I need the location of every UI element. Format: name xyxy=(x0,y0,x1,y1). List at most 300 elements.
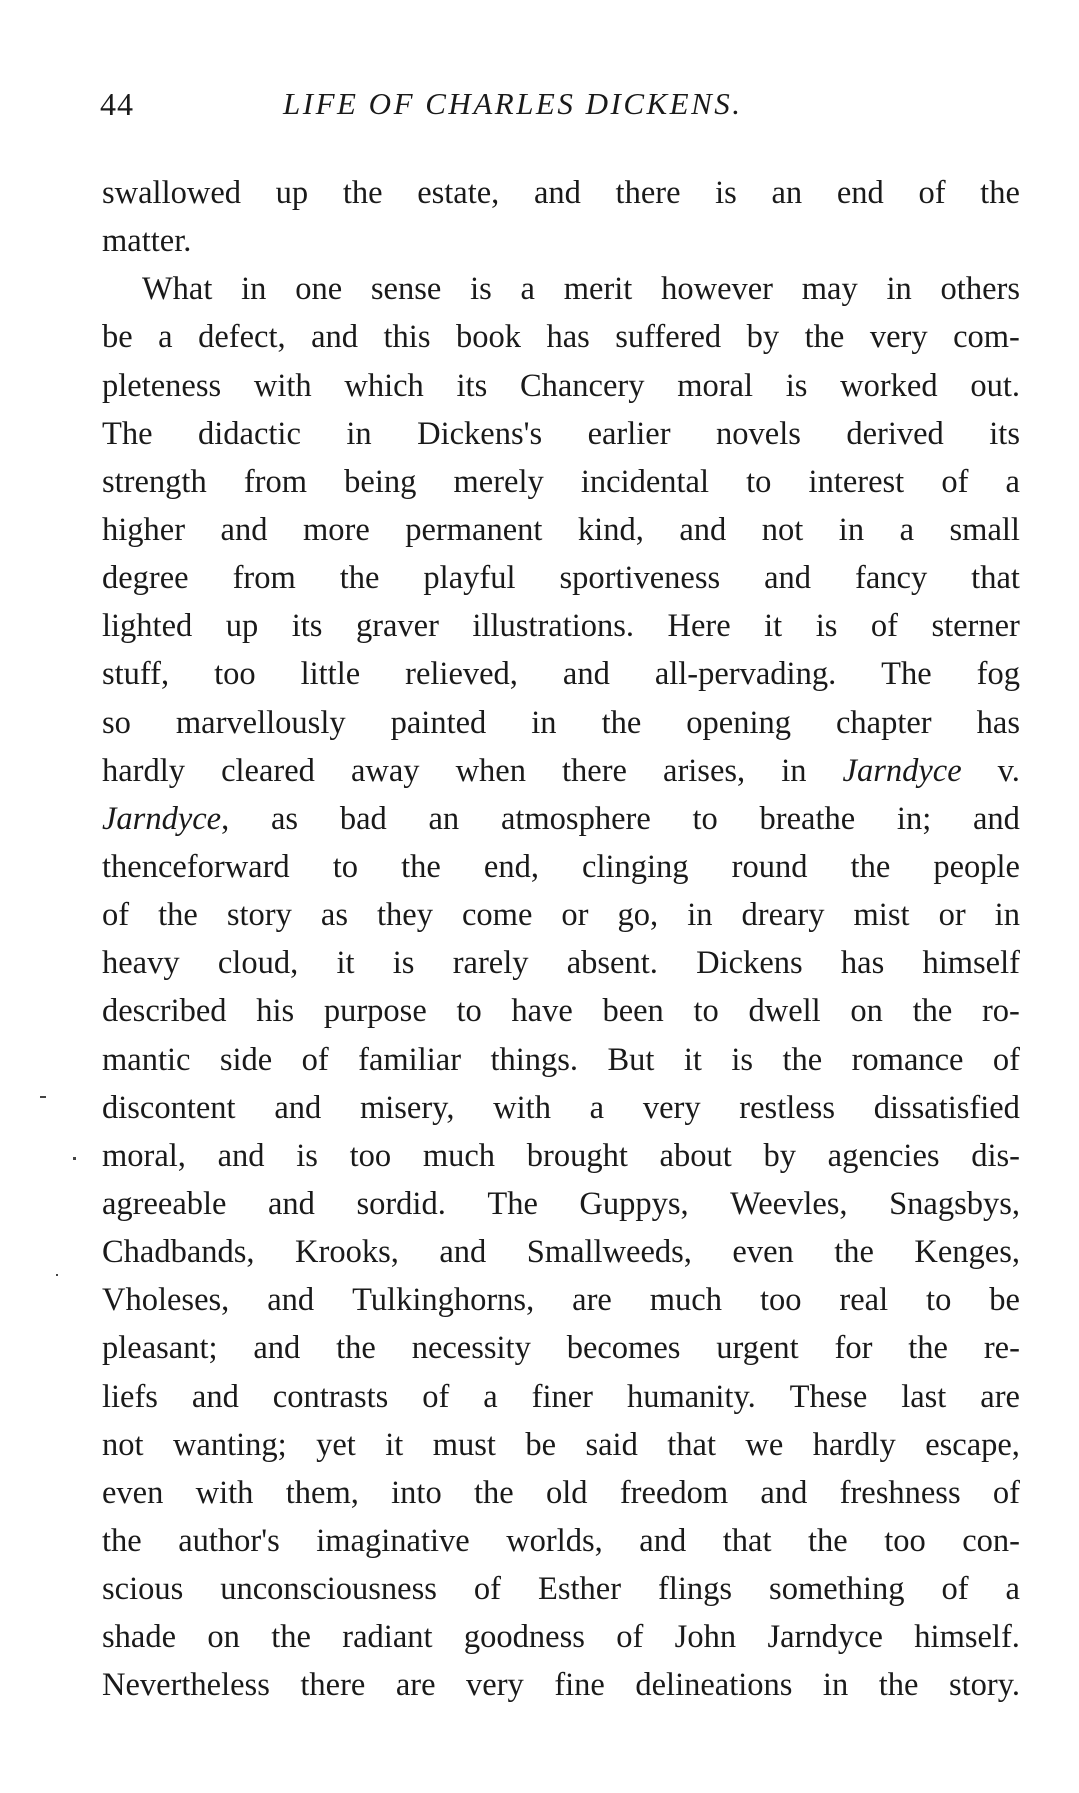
page-number: 44 xyxy=(100,86,134,122)
word: to xyxy=(332,848,359,885)
word: of xyxy=(992,1474,1020,1511)
word: an xyxy=(771,175,803,211)
word: dwell xyxy=(748,993,821,1030)
word: or xyxy=(938,897,966,934)
word: permanent xyxy=(405,511,543,548)
text-line xyxy=(102,1132,1020,1180)
word: the xyxy=(980,175,1020,211)
word: restless xyxy=(739,1089,835,1126)
word: real xyxy=(839,1282,889,1319)
word: is xyxy=(296,1137,318,1174)
word: small xyxy=(949,511,1020,548)
word: and xyxy=(274,1089,322,1126)
text-line xyxy=(102,987,1020,1035)
word: escape, xyxy=(925,1426,1020,1463)
word: the xyxy=(474,1474,514,1511)
running-head xyxy=(100,86,1020,130)
word: imaginative xyxy=(316,1522,470,1559)
word: be xyxy=(525,1426,557,1463)
word: worked xyxy=(840,367,938,404)
word: purpose xyxy=(323,993,427,1030)
word: must xyxy=(432,1426,496,1463)
text-line xyxy=(102,1517,1020,1565)
word: that xyxy=(667,1426,716,1463)
word: Here xyxy=(667,608,731,645)
word: con- xyxy=(962,1522,1020,1559)
word: even xyxy=(732,1234,794,1271)
word: a xyxy=(483,1378,498,1415)
word: The xyxy=(881,656,932,693)
word: radiant xyxy=(342,1619,433,1656)
word: the xyxy=(102,1522,142,1559)
word: What xyxy=(142,271,213,308)
word: them, xyxy=(285,1474,359,1511)
word: of xyxy=(992,1041,1020,1078)
word: from xyxy=(232,560,296,597)
word: Dickens's xyxy=(417,415,543,452)
margin-speck xyxy=(56,1274,58,1276)
word: this xyxy=(383,319,431,356)
word: hardly xyxy=(102,752,186,789)
word: with xyxy=(493,1089,551,1126)
word: breathe xyxy=(759,800,856,837)
word: about xyxy=(659,1137,732,1174)
word: too xyxy=(214,656,256,693)
word: into xyxy=(391,1474,442,1511)
word: kind, xyxy=(577,511,644,548)
word: Tulkinghorns, xyxy=(352,1282,535,1319)
word: and xyxy=(217,1137,265,1174)
word: relieved, xyxy=(405,656,518,693)
word: it xyxy=(764,608,783,645)
word: a xyxy=(520,271,535,308)
word: thenceforward xyxy=(102,848,290,885)
word: for xyxy=(834,1330,873,1367)
word: a xyxy=(589,1089,605,1126)
word: as xyxy=(320,897,348,934)
word: story. xyxy=(948,1667,1020,1704)
word: is xyxy=(731,1041,754,1078)
word: liefs xyxy=(102,1378,158,1415)
word: the xyxy=(807,1522,848,1559)
word: by xyxy=(763,1137,796,1174)
word: contrasts xyxy=(272,1378,389,1415)
word: bad xyxy=(339,800,387,837)
word: the xyxy=(342,175,383,211)
word: one xyxy=(295,271,343,308)
word: sense xyxy=(370,271,442,308)
word: have xyxy=(511,993,573,1030)
word: in xyxy=(781,752,807,789)
word: to xyxy=(693,993,719,1030)
word: a xyxy=(158,319,173,356)
word: too xyxy=(884,1522,926,1559)
word: in xyxy=(241,271,267,308)
word: much xyxy=(422,1137,496,1174)
word: fog xyxy=(976,656,1020,693)
word: Chadbands, xyxy=(102,1234,255,1271)
book-title: LIFE OF CHARLES DICKENS. xyxy=(283,86,743,121)
word: much xyxy=(649,1282,722,1319)
word: is xyxy=(470,271,492,308)
word: side xyxy=(219,1041,273,1078)
word: is xyxy=(392,945,415,982)
word: dreary xyxy=(741,897,825,934)
word: it xyxy=(683,1041,702,1078)
word: becomes xyxy=(566,1330,681,1367)
word: of xyxy=(870,608,898,645)
word: Smallweeds, xyxy=(526,1234,692,1271)
word: and xyxy=(220,511,268,548)
word: unconsciousness xyxy=(220,1571,437,1608)
word: cloud, xyxy=(217,945,299,982)
word: or xyxy=(561,897,589,934)
word: are xyxy=(395,1667,436,1704)
word: urgent xyxy=(716,1330,799,1367)
word: end xyxy=(836,175,884,211)
text-line xyxy=(102,699,1020,747)
word: Snagsbys, xyxy=(889,1185,1020,1222)
word: that xyxy=(722,1522,772,1559)
word: merit xyxy=(563,271,633,308)
word: Dickens xyxy=(696,945,803,982)
word: The xyxy=(102,415,153,452)
text-line xyxy=(102,265,1020,313)
word: of xyxy=(422,1378,450,1415)
text-line xyxy=(102,410,1020,458)
word: and xyxy=(639,1522,687,1559)
word: and xyxy=(533,175,581,211)
word: the xyxy=(878,1667,919,1704)
word: yet xyxy=(316,1426,356,1463)
word: discontent xyxy=(102,1089,236,1126)
margin-speck xyxy=(73,1157,76,1160)
word: has xyxy=(976,704,1020,741)
word: in xyxy=(346,415,372,452)
word: agreeable xyxy=(102,1185,227,1222)
word: from xyxy=(243,463,308,500)
word: pleasant; xyxy=(102,1330,218,1367)
text-line xyxy=(102,362,1020,410)
text-line xyxy=(102,795,1020,843)
text-line xyxy=(102,1661,1020,1709)
word: the xyxy=(158,897,198,934)
word: we xyxy=(745,1426,784,1463)
word: himself xyxy=(922,945,1020,982)
word: and xyxy=(760,1474,808,1511)
word: the xyxy=(339,560,380,597)
word: and xyxy=(253,1330,301,1367)
text-line xyxy=(102,1276,1020,1324)
word: all-pervading. xyxy=(654,656,837,693)
text-line xyxy=(102,1469,1020,1517)
word: humanity. xyxy=(626,1378,756,1415)
word: as xyxy=(270,800,299,837)
word: it xyxy=(336,945,355,982)
word: be xyxy=(989,1282,1020,1319)
word: misery, xyxy=(359,1089,455,1126)
text-line xyxy=(102,747,1020,795)
body-text xyxy=(102,169,1020,1710)
word: absent. xyxy=(566,945,658,982)
text-line xyxy=(102,1084,1020,1132)
word: the xyxy=(834,1234,874,1271)
word: an xyxy=(428,800,460,837)
word: and xyxy=(311,319,359,356)
word: the xyxy=(912,993,953,1030)
text-line xyxy=(102,554,1020,602)
word: incidental xyxy=(580,463,710,500)
word: shade xyxy=(102,1619,176,1656)
word: agencies xyxy=(827,1137,940,1174)
word: up xyxy=(225,608,259,645)
word: Chancery xyxy=(519,367,645,404)
word: old xyxy=(546,1474,588,1511)
word: of xyxy=(941,1571,969,1608)
word: and xyxy=(972,800,1020,837)
word: sportiveness xyxy=(559,560,721,597)
word: very xyxy=(642,1089,701,1126)
word: on xyxy=(850,993,883,1030)
word: the xyxy=(850,848,891,885)
word: dis- xyxy=(971,1137,1020,1174)
word: necessity xyxy=(411,1330,531,1367)
word: atmosphere xyxy=(500,800,651,837)
word: too xyxy=(759,1282,802,1319)
word: defect, xyxy=(198,319,286,356)
word: and xyxy=(764,560,812,597)
word: hardly xyxy=(812,1426,896,1463)
text-line xyxy=(102,939,1020,987)
word: in xyxy=(687,897,713,934)
word: higher xyxy=(102,511,186,548)
word: wanting; xyxy=(172,1426,287,1463)
word: novels xyxy=(716,415,801,452)
word: Nevertheless xyxy=(102,1667,270,1704)
word: its xyxy=(989,415,1020,452)
word: moral xyxy=(677,367,754,404)
text-line xyxy=(102,1036,1020,1084)
word: painted xyxy=(390,704,487,741)
word: are xyxy=(572,1282,612,1319)
word: when xyxy=(455,752,526,789)
word: rarely xyxy=(452,945,529,982)
word: fancy xyxy=(855,560,928,597)
word: they xyxy=(377,897,433,934)
word: being xyxy=(344,463,417,500)
word: it xyxy=(385,1426,404,1463)
word: away xyxy=(350,752,420,789)
word: others xyxy=(940,271,1020,308)
text-line xyxy=(102,506,1020,554)
word: in xyxy=(886,271,912,308)
word: even xyxy=(102,1474,164,1511)
word: familiar xyxy=(358,1041,462,1078)
word: marvellously xyxy=(175,704,346,741)
word: with xyxy=(253,367,312,404)
word: of xyxy=(616,1619,644,1656)
word: to xyxy=(926,1282,952,1319)
word: himself. xyxy=(914,1619,1020,1656)
word: which xyxy=(344,367,424,404)
word: merely xyxy=(453,463,544,500)
word: derived xyxy=(846,415,944,452)
word: lighted xyxy=(102,608,193,645)
word: there xyxy=(562,752,627,789)
word: graver xyxy=(355,608,439,645)
word: matter. xyxy=(102,223,192,260)
word: Jarndyce xyxy=(767,1619,883,1656)
word: to xyxy=(456,993,482,1030)
word: that xyxy=(971,560,1020,597)
word: delineations xyxy=(635,1667,793,1704)
text-line xyxy=(102,1228,1020,1276)
word: brought xyxy=(526,1137,628,1174)
text-line xyxy=(102,843,1020,891)
text-line xyxy=(102,217,1020,265)
word: has xyxy=(546,319,590,356)
word: arises, xyxy=(663,752,746,789)
text-line xyxy=(102,1421,1020,1469)
word: up xyxy=(275,175,309,211)
word: didactic xyxy=(198,415,301,452)
word: his xyxy=(256,993,295,1030)
word: of xyxy=(941,463,969,500)
text-line xyxy=(102,1613,1020,1661)
word: interest xyxy=(808,463,905,500)
word: mist xyxy=(853,897,910,934)
word: be xyxy=(102,319,133,356)
word: by xyxy=(746,319,780,356)
word: re- xyxy=(983,1330,1020,1367)
word: But xyxy=(607,1041,655,1078)
word: and xyxy=(267,1282,315,1319)
word: Krooks, xyxy=(295,1234,399,1271)
word: strength xyxy=(102,463,207,500)
text-line xyxy=(102,1324,1020,1372)
word: cleared xyxy=(221,752,315,789)
word: more xyxy=(302,511,370,548)
word: a xyxy=(1005,463,1020,500)
word: end, xyxy=(483,848,539,885)
word: may xyxy=(801,271,858,308)
word: and xyxy=(439,1234,487,1271)
word: are xyxy=(980,1378,1020,1415)
word: degree xyxy=(102,560,189,597)
text-line xyxy=(102,1180,1020,1228)
word: has xyxy=(840,945,885,982)
word: however xyxy=(661,271,773,308)
word: playful xyxy=(423,560,516,597)
word: is xyxy=(715,175,737,211)
word: in; xyxy=(896,800,932,837)
word: last xyxy=(901,1378,947,1415)
word: in xyxy=(822,1667,849,1704)
word: is xyxy=(785,367,808,404)
word: and xyxy=(268,1185,315,1222)
word: and xyxy=(679,511,727,548)
word: ro- xyxy=(981,993,1020,1030)
word: swallowed xyxy=(102,175,241,211)
word: the xyxy=(336,1330,376,1367)
word: go, xyxy=(617,897,659,934)
word: sordid. xyxy=(356,1185,446,1222)
word: there xyxy=(615,175,681,211)
word: little xyxy=(300,656,361,693)
word: freedom xyxy=(619,1474,729,1511)
word: opening xyxy=(686,704,791,741)
word: the xyxy=(908,1330,948,1367)
word: story xyxy=(226,897,292,934)
word: so xyxy=(102,704,131,741)
word: a xyxy=(1005,1571,1020,1608)
word: pleteness xyxy=(102,367,222,404)
word: to xyxy=(746,463,772,500)
word: with xyxy=(195,1474,254,1511)
word: John xyxy=(674,1619,737,1656)
word: the xyxy=(804,319,845,356)
word: illustrations. xyxy=(472,608,635,645)
word: book xyxy=(455,319,521,356)
word: estate, xyxy=(417,175,500,211)
word: romance xyxy=(851,1041,964,1078)
word: and xyxy=(562,656,610,693)
word: suffered xyxy=(615,319,722,356)
text-line xyxy=(102,602,1020,650)
word: not xyxy=(761,511,804,548)
word: of xyxy=(918,175,946,211)
word: there xyxy=(300,1667,366,1704)
word: of xyxy=(102,897,130,934)
word: round xyxy=(731,848,808,885)
word: a xyxy=(899,511,915,548)
word: Vholeses, xyxy=(102,1282,230,1319)
word: come xyxy=(462,897,533,934)
word: the xyxy=(271,1619,311,1656)
word: too xyxy=(349,1137,392,1174)
margin-speck xyxy=(40,1096,46,1098)
word: v. xyxy=(997,752,1020,789)
word: of xyxy=(301,1041,329,1078)
word: finer xyxy=(531,1378,593,1415)
word: dissatisfied xyxy=(873,1089,1020,1126)
text-line xyxy=(102,169,1020,217)
word: Esther xyxy=(537,1571,622,1608)
word: very xyxy=(466,1667,524,1704)
word: stuff, xyxy=(102,656,170,693)
word: heavy xyxy=(102,945,180,982)
word: things. xyxy=(490,1041,579,1078)
text-line xyxy=(102,891,1020,939)
word: scious xyxy=(102,1571,184,1608)
word: mantic xyxy=(102,1041,191,1078)
word: its xyxy=(456,367,488,404)
word: said xyxy=(585,1426,638,1463)
word: people xyxy=(933,848,1020,885)
word: author's xyxy=(178,1522,280,1559)
word: in xyxy=(531,704,557,741)
word: moral, xyxy=(102,1137,186,1174)
word: goodness xyxy=(463,1619,585,1656)
word: chapter xyxy=(836,704,932,741)
word: clinging xyxy=(582,848,689,885)
word: com- xyxy=(953,319,1020,356)
word: Jarndyce xyxy=(842,752,962,789)
word: freshness xyxy=(839,1474,961,1511)
word: The xyxy=(487,1185,538,1222)
word: sterner xyxy=(931,608,1020,645)
word: is xyxy=(815,608,838,645)
